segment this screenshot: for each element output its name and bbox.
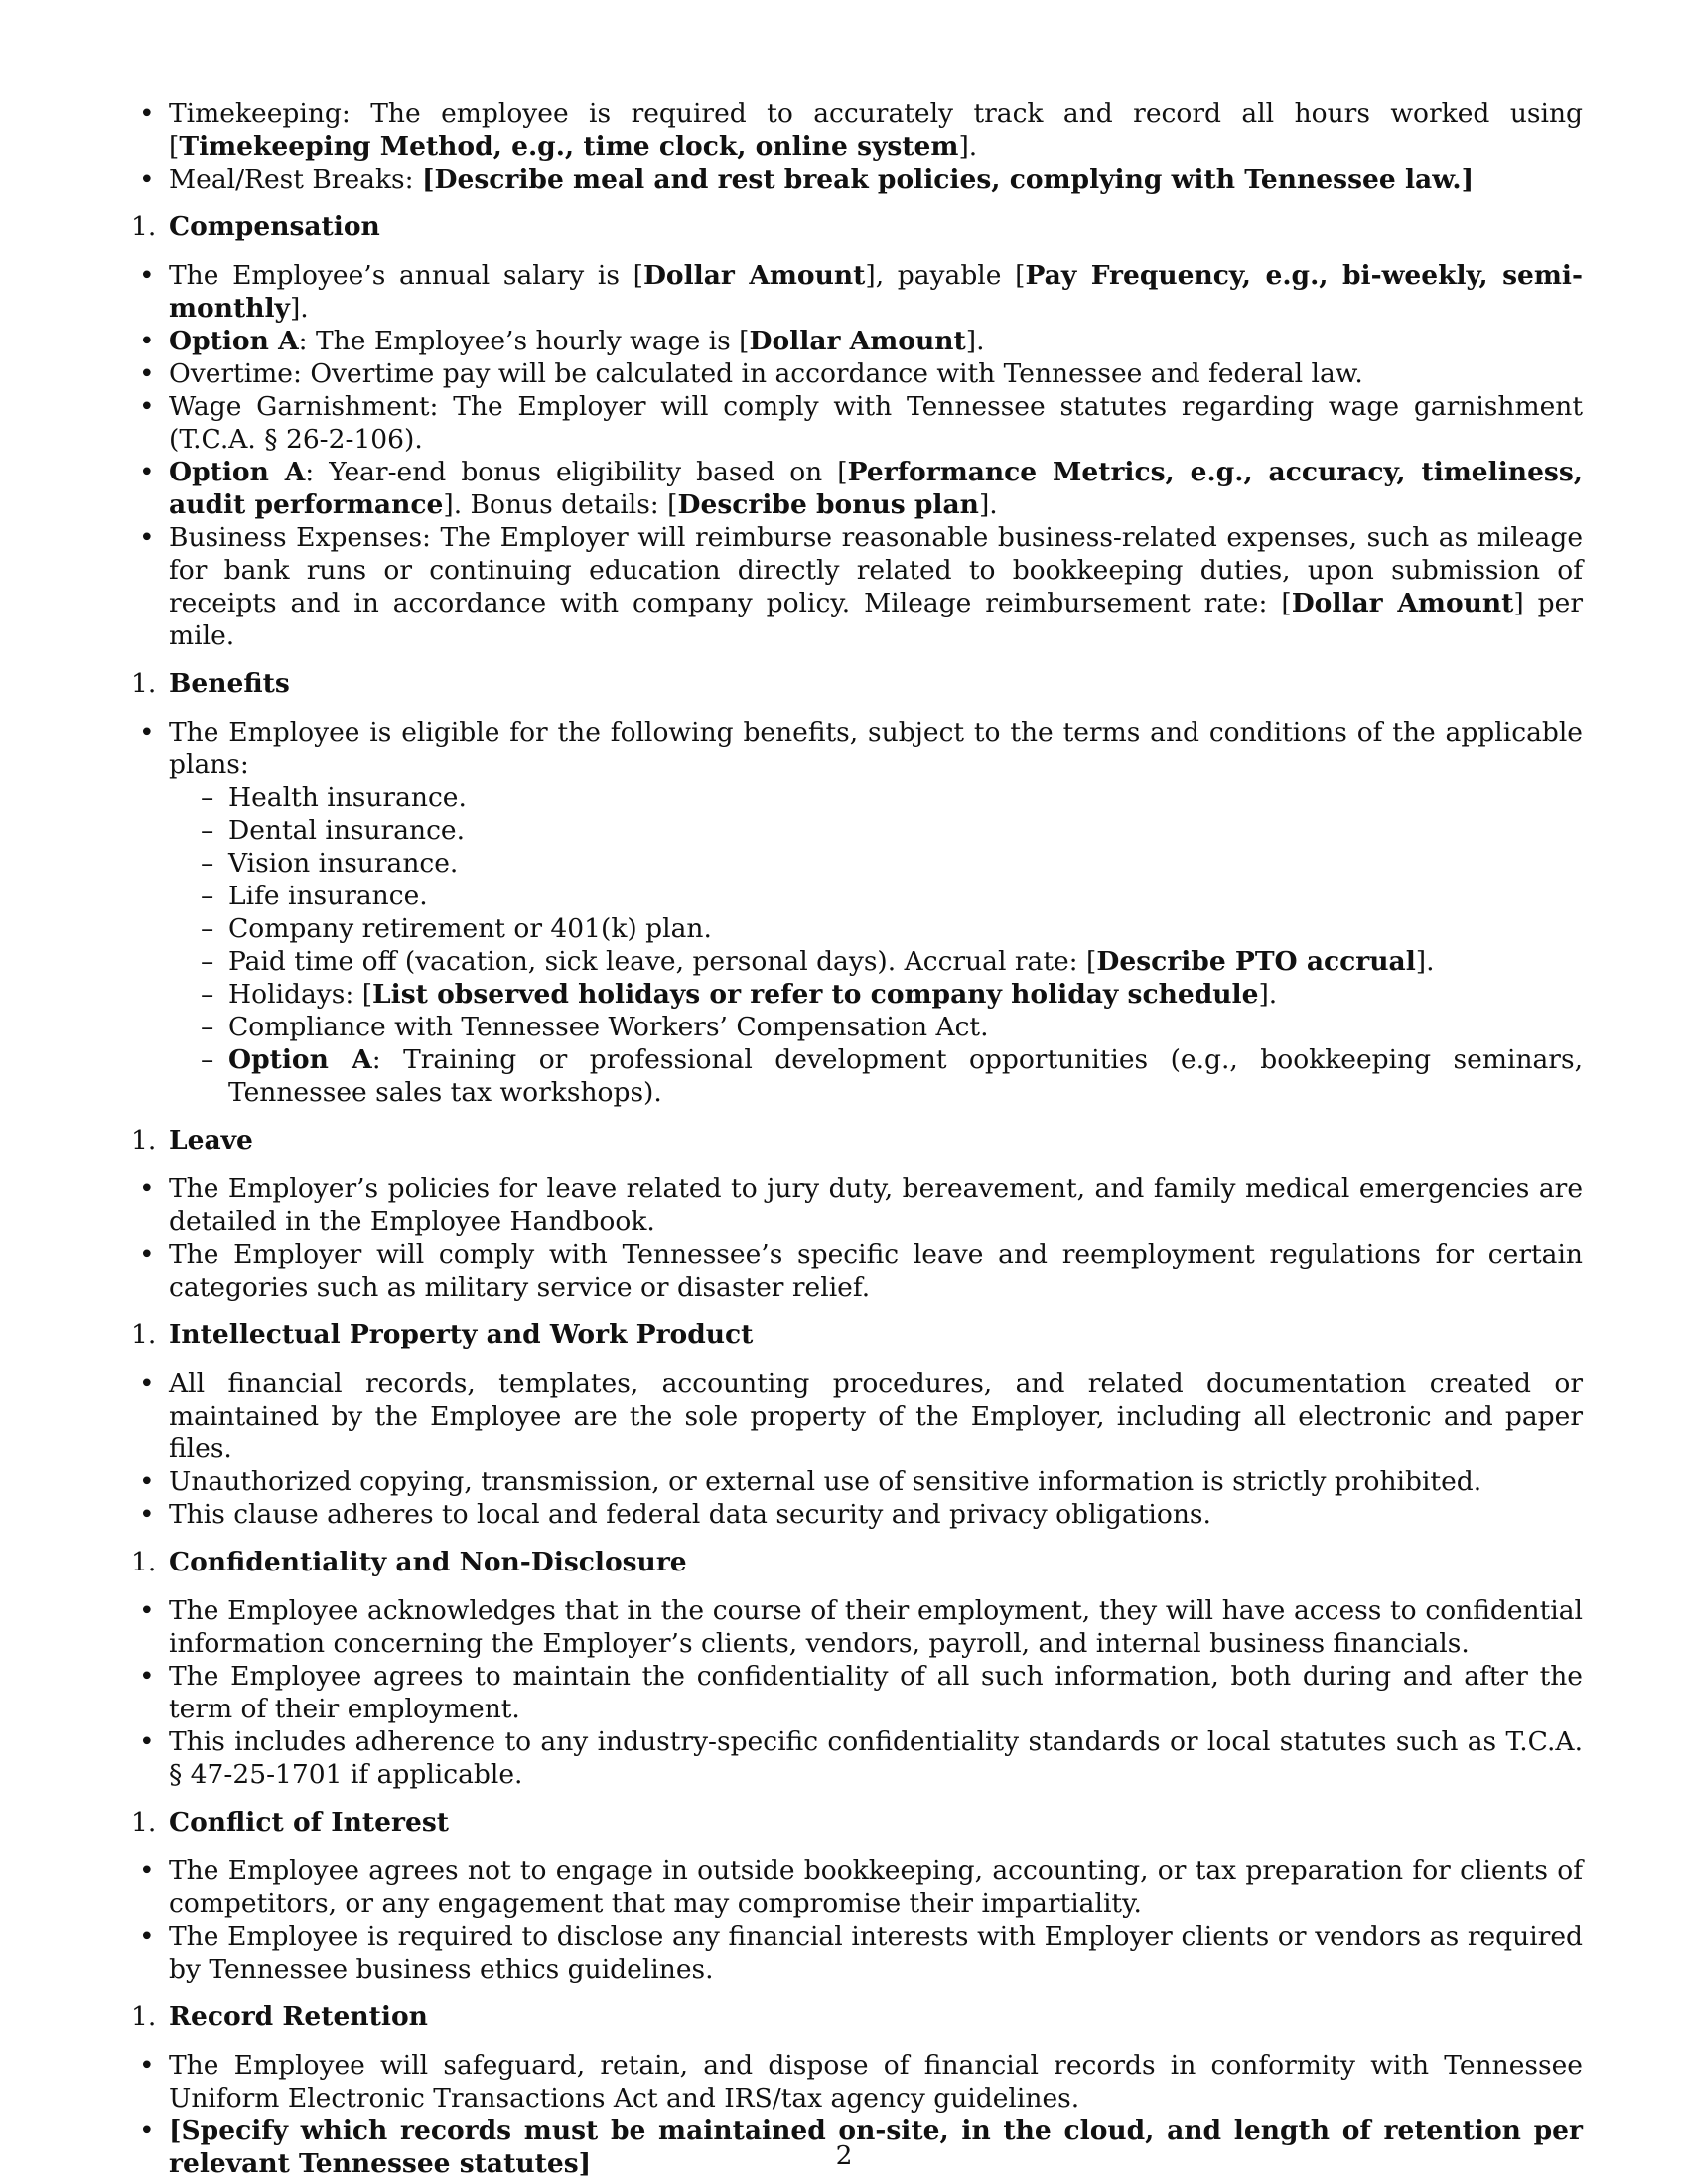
sub-list-item: – Health insurance.	[169, 781, 1583, 814]
section-list-confidentiality-and-non-disclosure	[151, 1594, 1583, 1791]
list-item: • The Employer will comply with Tennessee’s specific leave and reemployment regulations for certain categories such as military service or disaster relief.	[151, 1238, 1583, 1303]
section-number: 1.	[131, 1319, 157, 1350]
section-title: Record Retention	[169, 2001, 428, 2032]
document-body	[131, 97, 1583, 2180]
list-item: • [Specify which records must be maintained on-site, in the cloud, and length of retention per relevant Tennessee statutes]	[151, 2115, 1583, 2180]
section-number: 1.	[131, 2001, 157, 2032]
list-item: • Option A: Year-end bonus eligibility based on [Performance Metrics, e.g., accuracy, timeliness, audit performance]. Bonus details: [Describe bonus plan].	[151, 456, 1583, 521]
list-item: • The Employee agrees to maintain the confidentiality of all such information, both during and after the term of their employment.	[151, 1660, 1583, 1725]
list-item: • All financial records, templates, accounting procedures, and related documentation created or maintained by the Employee are the sole property of the Employer, including all electronic and paper files.	[151, 1367, 1583, 1465]
sub-list-item: – Company retirement or 401(k) plan.	[169, 912, 1583, 945]
sub-list	[169, 781, 1583, 1109]
section-title: Leave	[169, 1125, 253, 1156]
list-item: • The Employee’s annual salary is [Dollar Amount], payable [Pay Frequency, e.g., bi-weekly, semi-monthly].	[151, 259, 1583, 325]
section-list-leave	[151, 1172, 1583, 1303]
list-item: • The Employee is required to disclose any financial interests with Employer clients or vendors as required by Tennessee business ethics guidelines.	[151, 1920, 1583, 1985]
section-heading-conflict-of-interest	[131, 1806, 1583, 1839]
section-heading-confidentiality-and-non-disclosure	[131, 1546, 1583, 1578]
sub-list-item: – Holidays: [List observed holidays or refer to company holiday schedule].	[169, 978, 1583, 1011]
section-heading-compensation	[131, 210, 1583, 243]
section-number: 1.	[131, 1547, 157, 1577]
sub-list-item: – Paid time off (vacation, sick leave, personal days). Accrual rate: [Describe PTO accrual].	[169, 945, 1583, 978]
sub-list-item: – Dental insurance.	[169, 814, 1583, 847]
list-item: • Option A: The Employee’s hourly wage is [Dollar Amount].	[151, 325, 1583, 357]
section-title: Compensation	[169, 211, 380, 242]
section-number: 1.	[131, 668, 157, 699]
sub-list-item: – Option A: Training or professional development opportunities (e.g., bookkeeping seminars, Tennessee sales tax workshops).	[169, 1043, 1583, 1109]
list-item: • Meal/Rest Breaks: [Describe meal and rest break policies, complying with Tennessee law.]	[151, 163, 1583, 196]
list-item: • Business Expenses: The Employer will reimburse reasonable business-related expenses, such as mileage for bank runs or continuing education directly related to bookkeeping duties, upon submission of receipts and in accordance with company policy. Mileage reimbursement rate: [Dollar Amount] per mile.	[151, 521, 1583, 652]
list-item: • This includes adherence to any industry-specific confidentiality standards or local statutes such as T.C.A. § 47-25-1701 if applicable.	[151, 1725, 1583, 1791]
section-heading-leave	[131, 1124, 1583, 1157]
page-number: 2	[835, 2140, 853, 2171]
list-item: • The Employee agrees not to engage in outside bookkeeping, accounting, or tax preparation for clients of competitors, or any engagement that may compromise their impartiality.	[151, 1854, 1583, 1920]
sub-list-item: – Life insurance.	[169, 880, 1583, 912]
section-heading-benefits	[131, 667, 1583, 700]
section-number: 1.	[131, 211, 157, 242]
section-heading-record-retention	[131, 2000, 1583, 2033]
sections-container	[131, 210, 1583, 2180]
list-item: • Unauthorized copying, transmission, or external use of sensitive information is strictly prohibited.	[151, 1465, 1583, 1498]
intro-list	[151, 97, 1583, 196]
sub-list-item: – Compliance with Tennessee Workers’ Compensation Act.	[169, 1011, 1583, 1043]
list-item: • This clause adheres to local and federal data security and privacy obligations.	[151, 1498, 1583, 1531]
list-item: • The Employee is eligible for the following benefits, subject to the terms and conditions of the applicable plans: – Health insurance. – Dental insurance. – Vision insurance. – Life insurance. – Company retirement or 401(k) plan. – Paid time off (vacation, sick leave, personal days). Accrual rate: [Describe PTO accrual]. – Holidays: [List observed holidays or refer to company holiday schedule]. – Compliance with Tennessee Workers’ Compensation Act. – Option A: Training or professional development opportunities (e.g., bookkeeping seminars, Tennessee sales tax workshops).	[151, 716, 1583, 1109]
list-item: • Overtime: Overtime pay will be calculated in accordance with Tennessee and federal law.	[151, 357, 1583, 390]
section-title: Benefits	[169, 668, 290, 699]
section-heading-intellectual-property-and-work-product	[131, 1318, 1583, 1351]
list-item: • Timekeeping: The employee is required to accurately track and record all hours worked using [Timekeeping Method, e.g., time clock, online system].	[151, 97, 1583, 163]
section-list-intellectual-property-and-work-product	[151, 1367, 1583, 1531]
list-item: • The Employer’s policies for leave related to jury duty, bereavement, and family medical emergencies are detailed in the Employee Handbook.	[151, 1172, 1583, 1238]
section-title: Conflict of Interest	[169, 1807, 450, 1838]
section-number: 1.	[131, 1125, 157, 1156]
section-title: Confidentiality and Non-Disclosure	[169, 1547, 687, 1577]
sub-list-item: – Vision insurance.	[169, 847, 1583, 880]
list-item: • Wage Garnishment: The Employer will comply with Tennessee statutes regarding wage garnishment (T.C.A. § 26-2-106).	[151, 390, 1583, 456]
list-item: • The Employee will safeguard, retain, and dispose of financial records in conformity with Tennessee Uniform Electronic Transactions Act and IRS/tax agency guidelines.	[151, 2049, 1583, 2115]
section-title: Intellectual Property and Work Product	[169, 1319, 754, 1350]
section-list-conflict-of-interest	[151, 1854, 1583, 1985]
list-item: • The Employee acknowledges that in the course of their employment, they will have access to confidential information concerning the Employer’s clients, vendors, payroll, and internal business financials.	[151, 1594, 1583, 1660]
section-number: 1.	[131, 1807, 157, 1838]
section-list-benefits	[151, 716, 1583, 1109]
section-list-compensation	[151, 259, 1583, 652]
